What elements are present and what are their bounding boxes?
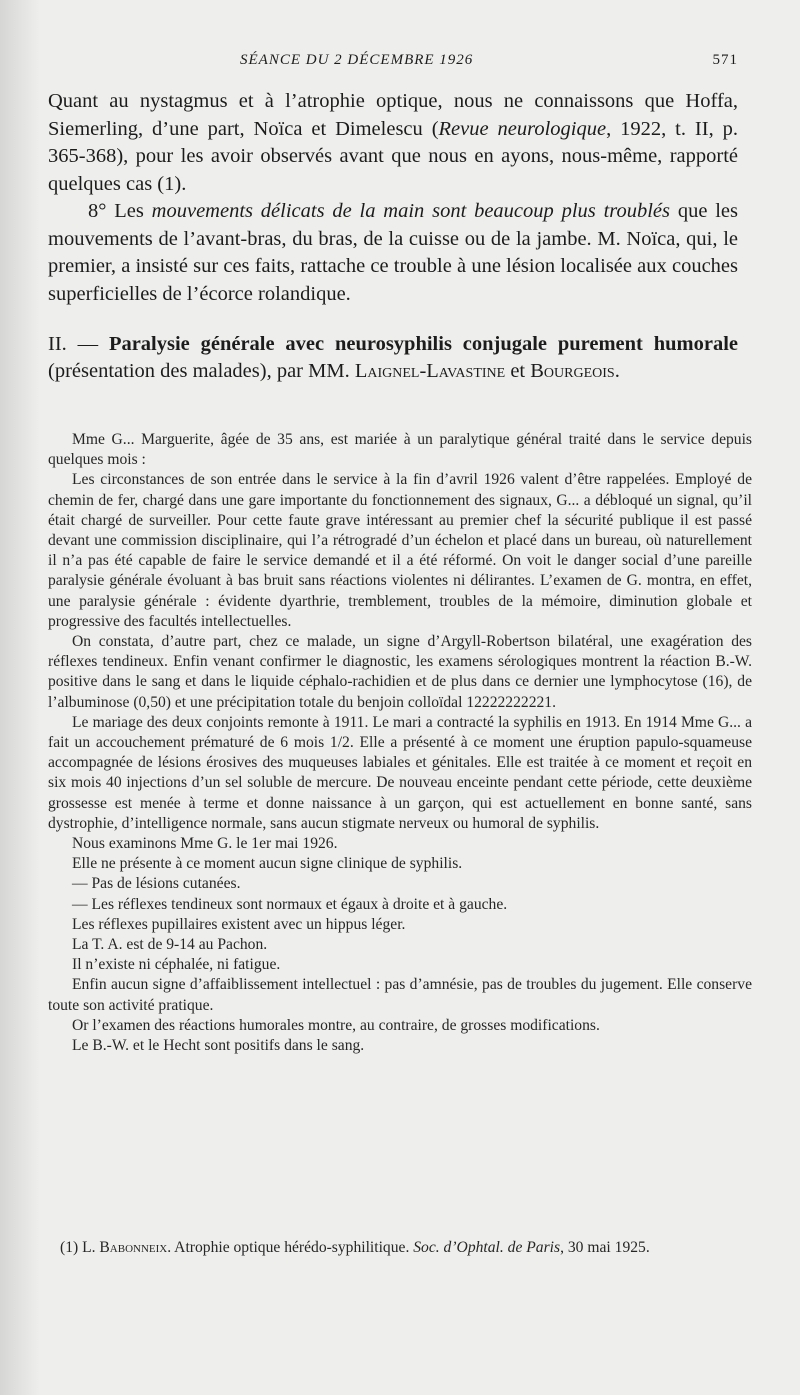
observation-line: — Pas de lésions cutanées.: [72, 875, 241, 893]
scan-shadow: [0, 0, 40, 1395]
observation-line: Or l’examen des réactions humorales montre, au contraire, de grosses modifications.: [72, 1016, 600, 1034]
case-paragraph: Les circonstances de son entrée dans le service à la fin d’avril 1926 valent d’être rappelées. Employé de chemin de fer, chargé dans une gare importante du fonctionnement des signaux, G... a débloqué un signal, qu’il était chargé de surveiller. Pour cette faute grave intéressant au premier chef la sécurité publique il est passé devant une commission disciplinaire, qui l’a rétrogradé d’un échelon et placé dans un bureau, où naturellement il n’a pas été capable de faire le service demandé et il a été réformé. On voit le danger social d’une pareille paralysie générale évoluant à bas bruit sans réactions violentes ni délirantes. L’examen de G. montra, en effet, une paralysie générale : évidente dyarthrie, tremblement, troubles de la mémoire, diminution globale et progressive des facultés intellectuelles.: [48, 471, 752, 630]
observation-line: Elle ne présente à ce moment aucun signe clinique de syphilis.: [72, 855, 463, 873]
observation-line: Il n’existe ni céphalée, ni fatigue.: [72, 956, 281, 974]
section-title: Paralysie générale avec neurosyphilis conjugale purement humorale: [108, 333, 738, 355]
footnote: (1) L. Babonneix. Atrophie optique hérédo-syphilitique. Soc. d’Ophtal. de Paris, 30 mai 1925.: [60, 1239, 650, 1256]
observation-line: Nous examinons Mme G. le 1er mai 1926.: [72, 835, 338, 853]
journal-title: Revue neurologique: [438, 117, 607, 140]
author-name: Laignel-Lavastine: [354, 360, 506, 382]
running-header: [48, 50, 738, 74]
observation-line: La T. A. est de 9-14 au Pachon.: [72, 936, 268, 954]
case-report: [48, 430, 752, 1056]
body-text: [48, 88, 738, 308]
section-heading: II. — Paralysie générale avec neurosyphilis conjugale purement humorale (présentation des malades), par MM. Laignel-Lavastine et Bourgeois.: [48, 333, 738, 382]
observation-line: — Les réflexes tendineux sont normaux et égaux à droite et à gauche.: [72, 895, 508, 913]
author-name: Bourgeois: [530, 360, 615, 382]
observation-line: Le B.-W. et le Hecht sont positifs dans le sang.: [72, 1037, 365, 1055]
case-paragraph: Mme G... Marguerite, âgée de 35 ans, est mariée à un paralytique général traité dans le service depuis quelques mois :: [48, 431, 752, 469]
paragraph-nystagmus: Quant au nystagmus et à l’atrophie optique, nous ne connaissons que Hoffa, Siemerling, d’une part, Noïca et Dimelescu (Revue neurologique, 1922, t. II, p. 365-368), pour les avoir observés avant que nous en ayons, nous-même, rapporté quelques cas (1).: [48, 90, 738, 195]
emphasis-phrase: mouvements délicats de la main sont beaucoup plus troublés: [151, 200, 671, 222]
page-number: 571: [712, 52, 738, 68]
footnote-author: Babonneix: [99, 1239, 168, 1256]
observation-line: Les réflexes pupillaires existent avec un hippus léger.: [72, 915, 406, 933]
footnote-journal: Soc. d’Ophtal. de Paris: [413, 1239, 561, 1256]
observation-line: Enfin aucun signe d’affaiblissement intellectuel : pas d’amnésie, pas de troubles du jugement. Elle conserve toute son activité pratique.: [48, 976, 752, 1014]
case-paragraph: On constata, d’autre part, chez ce malade, un signe d’Argyll-Robertson bilatéral, une exagération des réflexes tendineux. Enfin venant confirmer le diagnostic, les examens sérologiques montrent la réaction B.-W. positive dans le sang et dans le liquide céphalo-rachidien et de plus dans ce dernier une lymphocytose (16), de l’albuminose (0,50) et une précipitation totale du benjoin colloïdal 12222222221.: [48, 633, 752, 711]
case-paragraph: Le mariage des deux conjoints remonte à 1911. Le mari a contracté la syphilis en 1913. En 1914 Mme G... a fait un accouchement prématuré de 6 mois 1/2. Elle a présenté à ce moment une éruption papulo-squameuse accompagnée de lésions érosives des muqueuses labiales et génitales. Elle est traitée à ce moment et reçoit en six mois 40 injections d’un sel soluble de mercure. De nouveau enceinte pendant cette période, cette deuxième grossesse est menée à terme et donne naissance à un garçon, qui est actuellement en bonne santé, sans dystrophie, d’intelligence normale, sans aucun stigmate nerveux ou humoral de syphilis.: [48, 713, 752, 832]
paragraph-hand-movements: 8° Les mouvements délicats de la main sont beaucoup plus troublés que les mouvements de l’avant-bras, du bras, de la cuisse ou de la jambe. M. Noïca, qui, le premier, a insisté sur ces faits, rattache ce trouble à une lésion localisée aux couches superficielles de l’écorce rolandique.: [48, 200, 739, 305]
header-title: SÉANCE DU 2 DÉCEMBRE 1926: [240, 52, 474, 68]
